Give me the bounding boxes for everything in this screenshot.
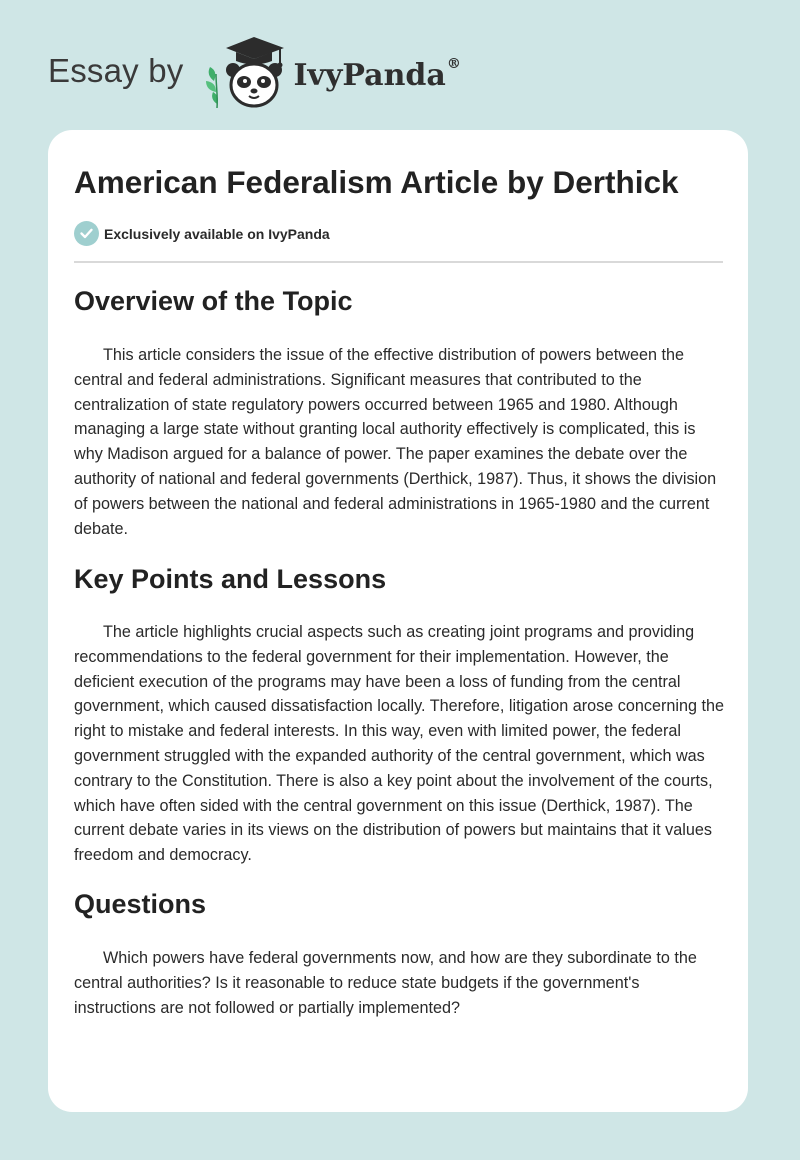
section-heading-overview: Overview of the Topic	[74, 286, 353, 316]
availability-badge	[74, 221, 330, 246]
page-title: American Federalism Article by Derthick	[74, 164, 679, 200]
brand-text: IvyPanda	[293, 57, 446, 93]
essay-card	[48, 130, 748, 1112]
ivy-leaves-icon	[206, 67, 218, 108]
section-body-overview: This article considers the issue of the effective distribution of powers between the central and federal administrations. Significant measures that contributed to the centralization of state regulatory powers occurred between 1965 and 1980. Although managing a large state without granting local authority effectively is complicated, this is why Madison argued for a balance of power. The paper examines the debate over the authority of national and federal governments (Derthick, 1987). Thus, it shows the division of powers between the national and federal administrations in 1965-1980 and the current debate.	[74, 346, 717, 538]
brand-name[interactable]	[293, 55, 461, 93]
badge-label: Exclusively available on IvyPanda	[104, 225, 330, 242]
section-body-questions: Which powers have federal governments now, and how are they subordinate to the central authorities? Is it reasonable to reduce state budgets if the government's instructions are not followed or partially implemented?	[74, 949, 697, 1017]
site-header	[48, 34, 461, 114]
check-circle-icon	[74, 221, 99, 246]
panda-logo-svg	[200, 34, 292, 114]
title-divider	[74, 261, 723, 263]
panda-head-icon	[226, 63, 282, 106]
section-body-key-points: The article highlights crucial aspects such as creating joint programs and providing recommendations to the federal government for their implementation. However, the deficient execution of the programs may have been a loss of funding from the central government, which caused dissatisfaction locally. Therefore, litigation arose concerning the right to mistake and federal interests. In this way, even with limited power, the federal government struggled with the expanded authority of the central government, which was contrary to the Constitution. There is also a key point about the involvement of the courts, which have often sided with the central government on this issue (Derthick, 1987). The current debate varies in its views on the distribution of powers but maintains that it values freedom and democracy.	[74, 623, 724, 865]
registered-mark: ®	[446, 55, 461, 72]
section-heading-key-points: Key Points and Lessons	[74, 564, 387, 594]
section-heading-questions: Questions	[74, 889, 207, 919]
panda-graduate-icon[interactable]	[200, 34, 292, 114]
essay-by-label: Essay by	[48, 52, 184, 89]
